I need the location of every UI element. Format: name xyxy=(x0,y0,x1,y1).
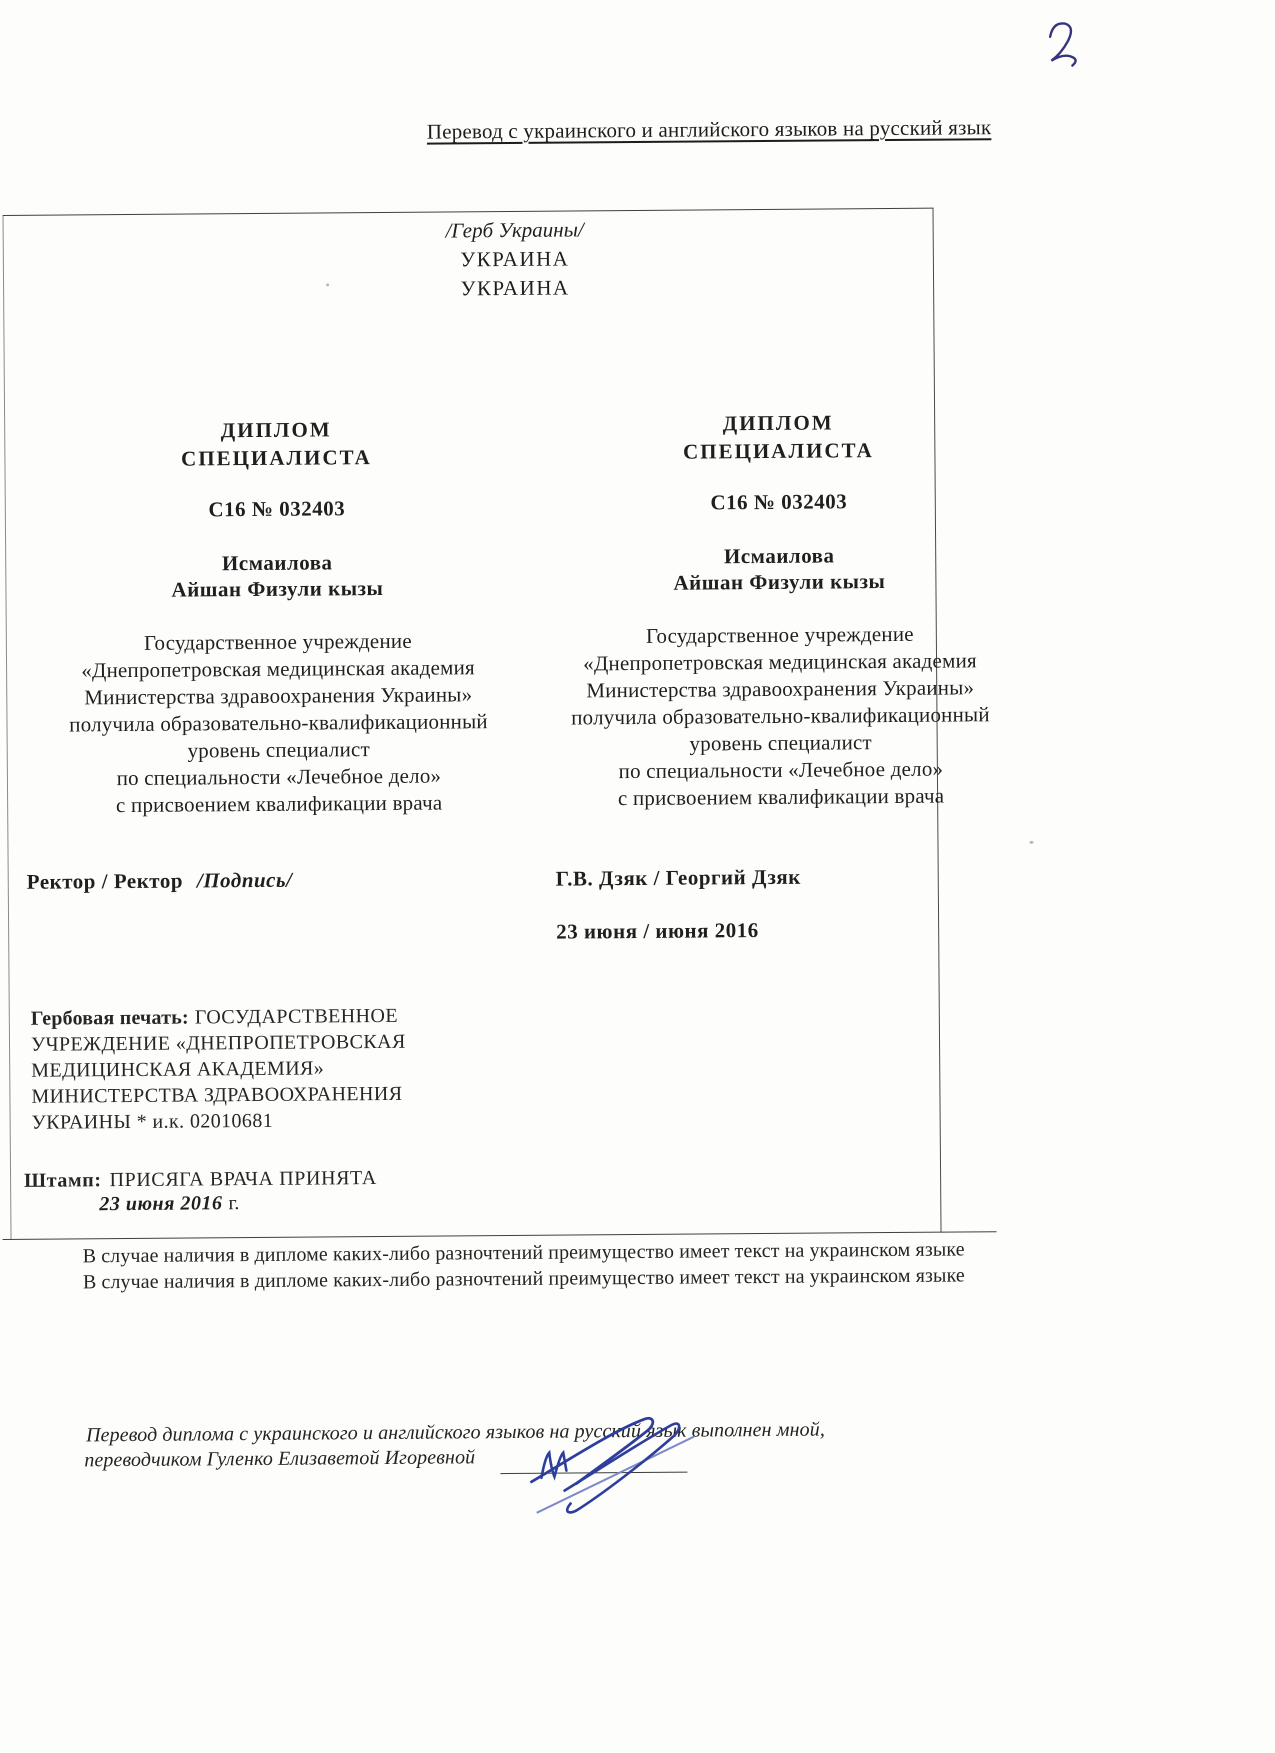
stamp-label: Штамп: xyxy=(24,1169,102,1192)
diploma-body-right xyxy=(548,620,1013,813)
body-line: Министерства здравоохранения Украины» xyxy=(586,675,975,703)
body-line: по специальности «Лечебное дело» xyxy=(116,763,442,791)
diploma-body-left xyxy=(46,627,511,820)
translator-statement-line2: переводчиком Гуленко Елизаветой Игоревной xyxy=(84,1446,476,1472)
body-line: «Днепропетровская медицинская академия xyxy=(81,655,475,683)
issue-date-line: 23 июня / июня 2016 xyxy=(556,918,759,944)
diploma-holder-left xyxy=(45,548,509,604)
holder-surname: Исмаилова xyxy=(221,550,333,576)
signature-placeholder-note: /Подпись/ xyxy=(196,867,293,893)
body-line: с присвоением квалификации врача xyxy=(115,790,443,818)
body-line: Государственное учреждение xyxy=(645,621,914,648)
emblem-note: /Герб Украины/ xyxy=(445,217,584,243)
diploma-title-left xyxy=(44,414,508,474)
translation-header: Перевод с украинского и английского языков на русский язык xyxy=(426,115,992,144)
scan-speck xyxy=(326,283,329,286)
rector-signature-line xyxy=(27,868,293,895)
seal-line: УКРАИНЫ * и.к. 02010681 xyxy=(31,1109,274,1134)
seal-line: МЕДИЦИНСКАЯ АКАДЕМИЯ» xyxy=(31,1057,325,1082)
stamp-date: 23 июня 2016 xyxy=(99,1192,223,1216)
seal-transcription xyxy=(31,1003,407,1136)
seal-label: Гербовая печать: xyxy=(30,1006,189,1030)
holder-given-names: Айшан Физули кызы xyxy=(171,575,384,602)
diploma-title-line1: ДИПЛОМ xyxy=(722,410,834,436)
body-line: с присвоением квалификации врача xyxy=(617,783,945,811)
diploma-title-right xyxy=(546,407,1010,467)
translator-statement-line1: Перевод диплома с украинского и английского языков на русский язык выполнен мной, xyxy=(86,1418,826,1447)
body-line: уровень специалист xyxy=(187,737,370,763)
stamp-transcription xyxy=(24,1167,377,1193)
seal-line: УЧРЕЖДЕНИЕ «ДНЕПРОПЕТРОВСКАЯ xyxy=(30,1030,406,1056)
country-name-ua: УКРАИНА xyxy=(460,246,570,272)
stamp-text: ПРИСЯГА ВРАЧА ПРИНЯТА xyxy=(109,1167,377,1192)
stamp-date-line xyxy=(99,1192,239,1216)
diploma-title-line1: ДИПЛОМ xyxy=(220,417,332,443)
discrepancy-note-2: В случае наличия в дипломе каких-либо разночтений преимущество имеет текст на украинском языке xyxy=(82,1264,965,1294)
diploma-holder-right xyxy=(547,541,1011,597)
country-name-ru: УКРАИНА xyxy=(460,275,570,301)
body-line: получила образовательно-квалификационный xyxy=(69,709,488,737)
holder-given-names: Айшан Физули кызы xyxy=(673,569,886,595)
rector-label: Ректор / Ректор xyxy=(26,868,184,894)
translator-signature xyxy=(519,1404,715,1521)
body-line: Министерства здравоохранения Украины» xyxy=(84,682,473,710)
body-line: «Днепропетровская медицинская академия xyxy=(583,648,977,676)
seal-line: МИНИСТЕРСТВА ЗДРАВООХРАНЕНИЯ xyxy=(31,1082,403,1108)
body-line: по специальности «Лечебное дело» xyxy=(618,756,944,784)
handwritten-page-number xyxy=(1041,16,1085,70)
diploma-title-line2: СПЕЦИАЛИСТА xyxy=(682,438,874,464)
holder-surname: Исмаилова xyxy=(723,543,835,569)
stamp-date-suffix: г. xyxy=(228,1192,240,1215)
diploma-serial-right: С16 № 032403 xyxy=(710,489,848,515)
diploma-serial-left: С16 № 032403 xyxy=(208,496,346,522)
diploma-title-line2: СПЕЦИАЛИСТА xyxy=(181,445,372,471)
discrepancy-note-1: В случае наличия в дипломе каких-либо разночтений преимущество имеет текст на украинском языке xyxy=(82,1238,965,1268)
body-line: уровень специалист xyxy=(689,730,872,756)
emblem-block xyxy=(315,214,716,304)
seal-text: ГОСУДАРСТВЕННОЕ xyxy=(194,1004,398,1029)
seal-line xyxy=(31,1003,406,1032)
rector-name-line: Г.В. Дзяк / Георгий Дзяк xyxy=(555,864,801,891)
body-line: получила образовательно-квалификационный xyxy=(571,702,990,730)
scan-speck xyxy=(1029,841,1033,844)
body-line: Государственное учреждение xyxy=(143,628,412,655)
